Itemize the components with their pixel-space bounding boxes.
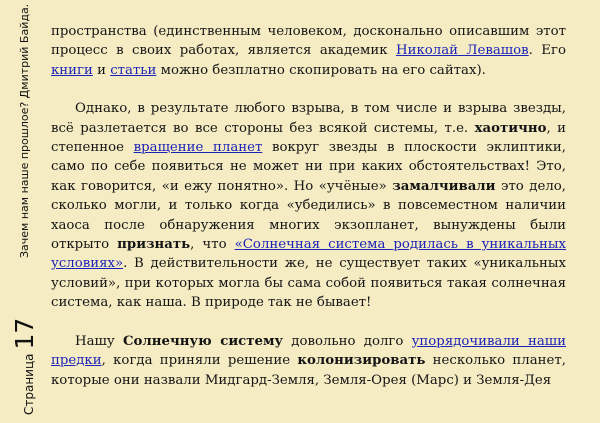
page-number: 17 bbox=[10, 317, 39, 350]
link-ancestors-arranged[interactable]: упорядочивали наши предки bbox=[51, 333, 567, 369]
page-label: Страница bbox=[22, 353, 36, 415]
bold-solar-system: Солнечную систему bbox=[122, 333, 284, 349]
paragraph-3: Нашу Солнечную систему довольно долго упорядочивали наши предки, когда приняли решение колонизировать несколько планет, которые они назвали Мидгард-Земля, Земля-Орея (Марс) и Земля-Дея bbox=[51, 333, 567, 388]
link-books[interactable]: книги bbox=[51, 62, 93, 78]
paragraph-1: пространства (единственным человеком, досконально описавшим этот процесс в своих работах, является академик Николай Левашов. Его книги и статьи можно безплатно скопировать на его сайтах). bbox=[51, 24, 566, 78]
book-title: Зачем нам наше прошлое? Дмитрий Байда. bbox=[18, 3, 31, 258]
link-solar-system-unique-conditions[interactable]: «Солнечная система родилась в уникальных условиях» bbox=[51, 237, 566, 272]
link-planet-rotation[interactable]: вращение планет bbox=[133, 140, 263, 156]
link-articles[interactable]: статьи bbox=[110, 62, 157, 78]
bold-admit: признать bbox=[117, 237, 191, 253]
paragraph-2: Однако, в результате любого взрыва, в том числе и взрыва звезды, всё разлетается во все стороны без всякой системы, т.е. хаотично, и степенное вращение планет вокруг звезды в плоскости эклиптики, само по себе появиться не может ни при каких обстоятельствах! Это, как говорится, «и ежу понятно». Но «учёные» замалчивали это дело, сколько могли, и только когда «убедились» в повсеместном наличии хаоса после обнаружения многих экзопланет, вынуждены были открыто признать, что «Солнечная система родилась в уникальных условиях». В действительности же, не существует таких «уникальных условий», при которых могла бы сама собой появиться такая солнечная система, как наша. В природе так не бывает! bbox=[51, 101, 566, 311]
bold-colonize: колонизировать bbox=[297, 353, 426, 369]
bold-hushed: замалчивали bbox=[392, 178, 496, 194]
link-nikolay-levashov[interactable]: Николай Левашов bbox=[395, 43, 529, 59]
bold-chaotic: хаотично bbox=[474, 120, 547, 136]
page-indicator bbox=[10, 318, 39, 415]
body-text bbox=[51, 22, 566, 390]
